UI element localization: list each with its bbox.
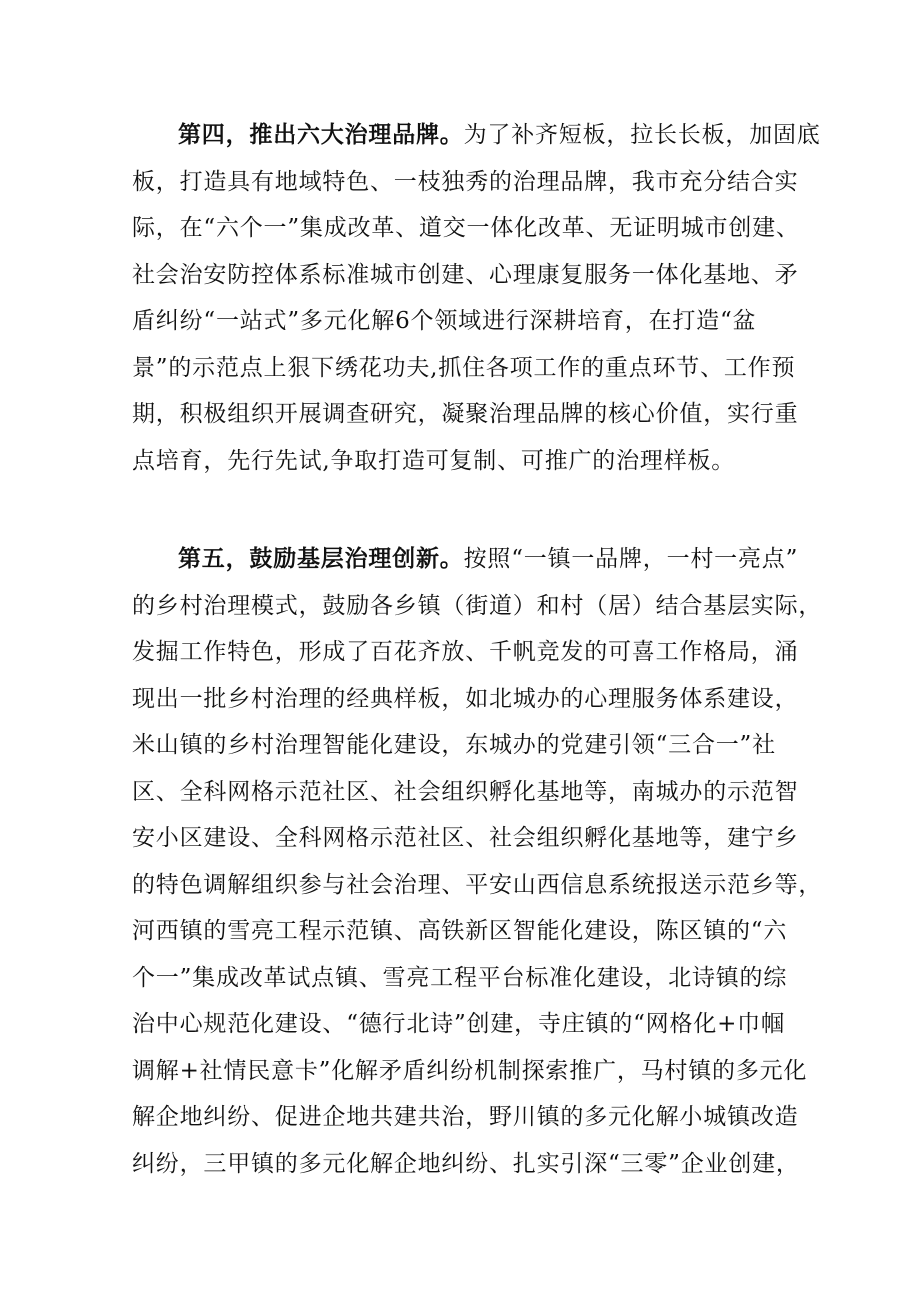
text-line: 纠纷，三甲镇的多元化解企地纠纷、扎实引深“三零”企业创建， bbox=[132, 1150, 800, 1177]
paragraph-grassroots-innovation bbox=[132, 536, 823, 1234]
text-line: 际，在“六个一”集成改革、道交一体化改革、无证明城市创建、 bbox=[132, 215, 800, 241]
text-line: 的乡村治理模式，鼓励各乡镇（街道）和村（居）结合基层实际， bbox=[132, 592, 823, 619]
paragraph-lead-heading: 第五，鼓励基层治理创新。 bbox=[178, 546, 464, 572]
text-line: 调解+社情民意卡”化解矛盾纠纷机制探索推广，马村镇的多元化 bbox=[132, 1057, 808, 1084]
text-line: 米山镇的乡村治理智能化建设，东城办的党建引领“三合一”社 bbox=[132, 732, 776, 758]
text-line: 社会治安防控体系标准城市创建、心理康复服务一体化基地、矛 bbox=[132, 261, 799, 288]
paragraph-lead-heading: 第四，推出六大治理品牌。 bbox=[178, 122, 464, 148]
text-line: 期，积极组织开展调查研究，凝聚治理品牌的核心价值，实行重 bbox=[132, 401, 799, 427]
text-line bbox=[132, 1187, 812, 1234]
text-line: 个一”集成改革试点镇、雪亮工程平台标准化建设，北诗镇的综 bbox=[132, 964, 788, 991]
text-line: 板，打造具有地域特色、一枝独秀的治理品牌，我市充分结合实 bbox=[132, 168, 799, 195]
text-line: 按照“一镇一品牌，一村一亮点” bbox=[463, 546, 799, 572]
paragraph-first-line bbox=[132, 536, 812, 583]
text-line: 解企地纠纷、促进企地共建共治，野川镇的多元化解小城镇改造 bbox=[132, 1104, 799, 1130]
text-line: 为了补齐短板，拉长长板，加固底 bbox=[463, 122, 821, 148]
text-line: 区、全科网格示范社区、社会组织孵化基地等，南城办的示范智 bbox=[132, 778, 799, 805]
text-line: 景”的示范点上狠下绣花功夫,抓住各项工作的重点环节、工作预 bbox=[132, 354, 796, 381]
text-line: 发掘工作特色，形成了百花齐放、千帆竞发的可喜工作格局，涌 bbox=[132, 639, 799, 665]
text-line: 安小区建设、全科网格示范社区、社会组织孵化基地等，建宁乡 bbox=[132, 825, 799, 851]
paragraph-first-line bbox=[132, 112, 821, 159]
text-line: 治中心规范化建设、“德行北诗”创建，寺庄镇的“网格化+巾帼 bbox=[132, 1011, 785, 1037]
text-line: 河西镇的雪亮工程示范镇、高铁新区智能化建设，陈区镇的“六 bbox=[132, 918, 788, 944]
text-line: 盾纠纷“一站式”多元化解6个领域进行深耕培育，在打造“盆 bbox=[132, 308, 757, 334]
text-line: 的特色调解组织参与社会治理、平安山西信息系统报送示范乡等， bbox=[132, 871, 823, 898]
paragraph-governance-brands bbox=[132, 112, 821, 484]
text-line: 现出一批乡村治理的经典样板，如北城办的心理服务体系建设， bbox=[132, 685, 799, 712]
text-line: 点培育，先行先试,争取打造可复制、可推广的治理样板。 bbox=[132, 447, 736, 474]
